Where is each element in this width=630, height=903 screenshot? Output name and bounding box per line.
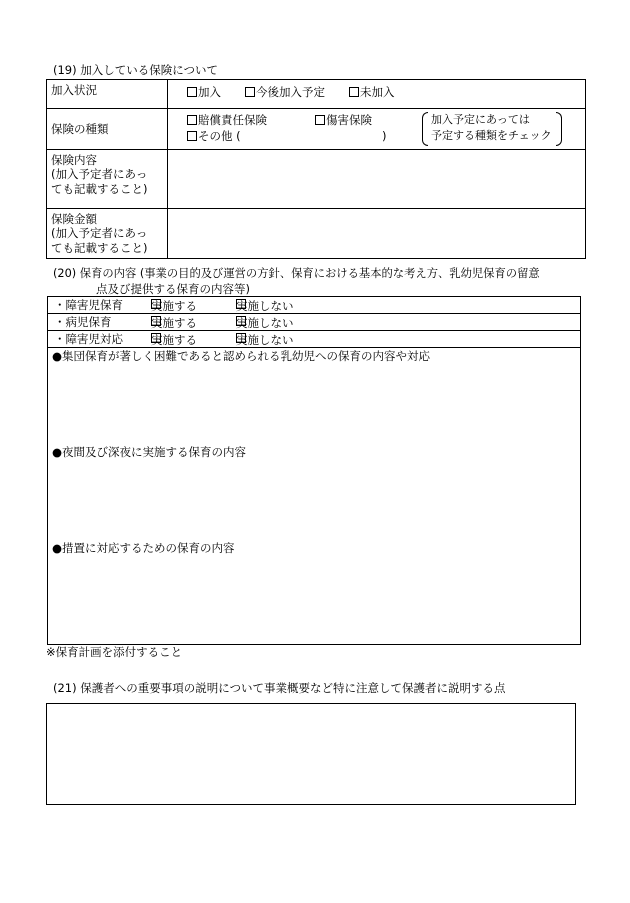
explanation-input-box[interactable] <box>46 703 576 805</box>
option-label: 実施しない <box>236 299 294 313</box>
checkbox-icon <box>187 115 197 125</box>
content-label-cell <box>47 150 168 209</box>
service-row-disability-support <box>48 331 580 348</box>
type-label-cell <box>47 109 168 150</box>
type-note-line2: 予定する種類をチェック <box>431 129 552 142</box>
option-label: 実施する <box>151 316 197 330</box>
amount-input-cell[interactable] <box>168 209 586 259</box>
care-content-box <box>47 296 581 645</box>
item-night-care: ●夜間及び深夜に実施する保育の内容 <box>52 445 247 459</box>
option-label: 実施しない <box>236 333 294 347</box>
section-20-heading-line1: (20) 保育の内容 (事業の目的及び運営の方針、保育における基本的な考え方、乳幼児保育の留意 <box>53 267 540 280</box>
checkbox-injury[interactable] <box>315 113 372 127</box>
checkbox-icon <box>187 131 197 141</box>
section-19-heading: (19) 加入している保険について <box>53 63 219 77</box>
type-options-cell <box>168 109 586 150</box>
checkbox-other[interactable] <box>187 129 241 143</box>
item-placement-care: ●措置に対応するための保育の内容 <box>52 541 235 555</box>
status-label: 加入状況 <box>51 83 97 97</box>
checkbox-icon <box>315 115 325 125</box>
checkbox-icon <box>349 87 359 97</box>
checkbox-joined[interactable] <box>187 85 221 99</box>
status-options-cell <box>168 80 586 109</box>
placement-care-input-area[interactable] <box>48 557 580 641</box>
amount-label-note: ても記載すること) <box>51 240 148 255</box>
option-label: 未加入 <box>360 85 395 99</box>
service-row-disabled-care <box>48 297 580 314</box>
amount-label-cell <box>47 209 168 259</box>
option-label: その他 ( <box>198 129 241 143</box>
service-label: ・障害児対応 <box>54 332 123 346</box>
option-label: 実施する <box>151 299 197 313</box>
service-label: ・障害児保育 <box>54 298 123 312</box>
section-20-heading-line2: 点及び提供する保育の内容等) <box>96 282 250 296</box>
item-group-care-difficulty: ●集団保育が著しく困難であると認められる乳幼児への保育の内容や対応 <box>52 349 431 363</box>
amount-label-note: (加入予定者にあっ <box>51 226 148 241</box>
group-care-input-area[interactable] <box>48 365 580 443</box>
attach-note: ※保育計画を添付すること <box>46 645 183 659</box>
other-close-paren: ) <box>382 129 387 143</box>
type-label: 保険の種類 <box>51 121 109 136</box>
option-label: 実施する <box>151 333 197 347</box>
night-care-input-area[interactable] <box>48 461 580 539</box>
content-input-cell[interactable] <box>168 150 586 209</box>
checkbox-icon <box>187 87 197 97</box>
status-label-cell <box>47 80 168 109</box>
checkbox-not-joined[interactable] <box>349 85 395 99</box>
amount-label: 保険金額 <box>51 212 97 226</box>
option-label: 今後加入予定 <box>256 85 325 99</box>
option-label: 傷害保険 <box>326 113 372 127</box>
service-label: ・病児保育 <box>54 315 112 329</box>
insurance-table <box>46 79 586 259</box>
type-note-bracket <box>422 112 562 146</box>
option-label: 実施しない <box>236 316 294 330</box>
content-label: 保険内容 <box>51 153 97 167</box>
option-label: 加入 <box>198 85 221 99</box>
content-label-note: ても記載すること) <box>51 181 148 196</box>
checkbox-icon <box>245 87 255 97</box>
checkbox-planned[interactable] <box>245 85 325 99</box>
type-note-line1: 加入予定にあっては <box>431 113 530 126</box>
checkbox-liability[interactable] <box>187 113 267 127</box>
service-row-sick-child-care <box>48 314 580 331</box>
section-21-heading: (21) 保護者への重要事項の説明について事業概要など特に注意して保護者に説明する点 <box>53 681 506 695</box>
option-label: 賠償責任保険 <box>198 113 267 127</box>
content-label-note: (加入予定者にあっ <box>51 167 148 182</box>
